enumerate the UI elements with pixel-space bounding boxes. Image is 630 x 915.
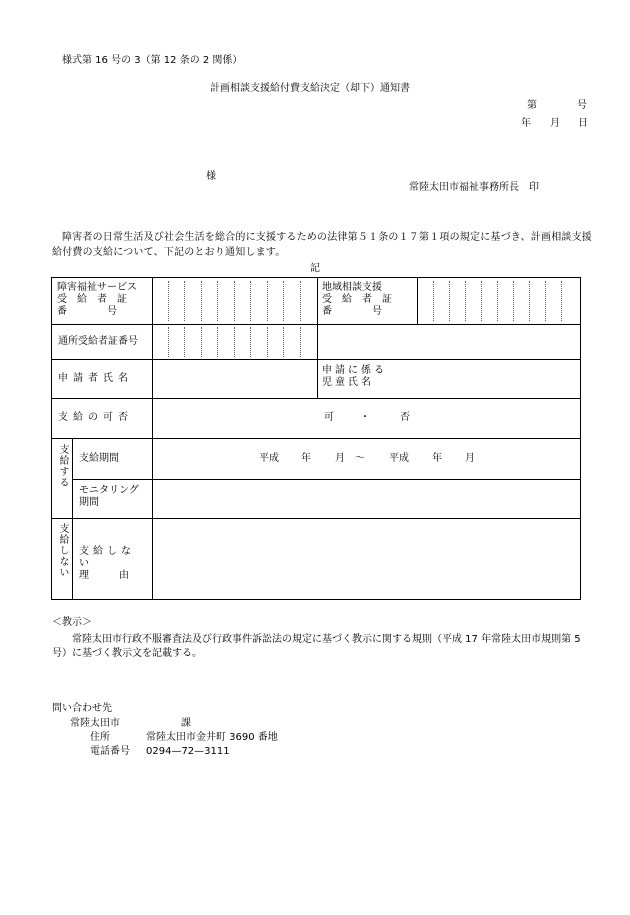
contact-city: 常陸太田市: [70, 718, 120, 729]
date-year: 年: [521, 118, 531, 129]
contact-address: 常陸太田市金井町 3690 番地: [146, 732, 278, 743]
period-start-era: 平成: [259, 453, 279, 464]
period-label: 支給期間: [79, 453, 119, 464]
welfare-recipient-no-label: 障害福祉サービス 受 給 者 証 番 号: [57, 282, 137, 317]
pay-group-label: 支給する: [57, 444, 68, 488]
issuer: 常陸太田市福祉事務所長 印: [409, 182, 539, 193]
daycare-recipient-no-label: 通所受給者証番号: [58, 336, 138, 347]
community-recipient-no-input[interactable]: [418, 280, 578, 322]
number-gou: 号: [577, 100, 587, 111]
date-month: 月: [550, 118, 560, 129]
pay-decision-no[interactable]: 否: [400, 412, 410, 423]
addressee-suffix: 様: [206, 171, 216, 182]
contact-tel-label: 電話番号: [90, 746, 130, 757]
contact-tel: 0294—72—3111: [146, 746, 230, 757]
monitoring-label: モニタリング 期間: [79, 485, 139, 508]
nopay-group-label: 支給しない: [57, 523, 68, 578]
period-start-year: 年: [301, 453, 311, 464]
child-name-input[interactable]: [418, 361, 578, 397]
reason-input[interactable]: [153, 520, 578, 598]
contact-section: 課: [181, 718, 191, 729]
form-number: 様式第 16 号の 3（第 12 条の 2 関係）: [62, 55, 243, 66]
ki-heading: 記: [310, 263, 320, 274]
period-end-era: 平成: [389, 453, 409, 464]
applicant-name-input[interactable]: [153, 361, 316, 397]
notice-text: 常陸太田市行政不服審査法及び行政事件訴訟法の規定に基づく教示に関する規則（平成 17 年常陸太田市規則第 5 号）に基づく教示文を記載する。: [52, 634, 581, 659]
daycare-recipient-no-input[interactable]: [153, 326, 316, 358]
period-end-year: 年: [432, 453, 442, 464]
date-day: 日: [578, 118, 588, 129]
pay-decision-separator: ・: [360, 412, 370, 423]
contact-address-label: 住所: [90, 732, 110, 743]
applicant-name-label: 申請者氏名: [58, 373, 133, 384]
period-start-month: 月: [335, 453, 345, 464]
reason-label: 支給しない 理 由: [79, 546, 135, 581]
period-end-month: 月: [465, 453, 475, 464]
community-recipient-no-label: 地域相談支援 受 給 者 証 番 号: [322, 282, 392, 317]
notice-heading: ＜教示＞: [52, 617, 92, 628]
body-text: 障害者の日常生活及び社会生活を総合的に支援するための法律第５１条の１７第１項の規定に基づき、計画相談支援給付費の支給について、下記のとおり通知します。: [52, 232, 592, 258]
welfare-recipient-no-input[interactable]: [153, 280, 316, 322]
number-dai: 第: [527, 100, 537, 111]
period-tilde: 〜: [355, 453, 365, 464]
monitoring-input[interactable]: [153, 481, 578, 517]
document-title: 計画相談支援給付費支給決定（却下）通知書: [210, 83, 410, 94]
child-name-label: 申請に係る 児童氏名: [322, 365, 387, 388]
pay-decision-label: 支給の可否: [58, 412, 133, 423]
decision-table: [51, 277, 581, 600]
pay-decision-yes[interactable]: 可: [324, 412, 334, 423]
contact-label: 問い合わせ先: [52, 703, 112, 714]
